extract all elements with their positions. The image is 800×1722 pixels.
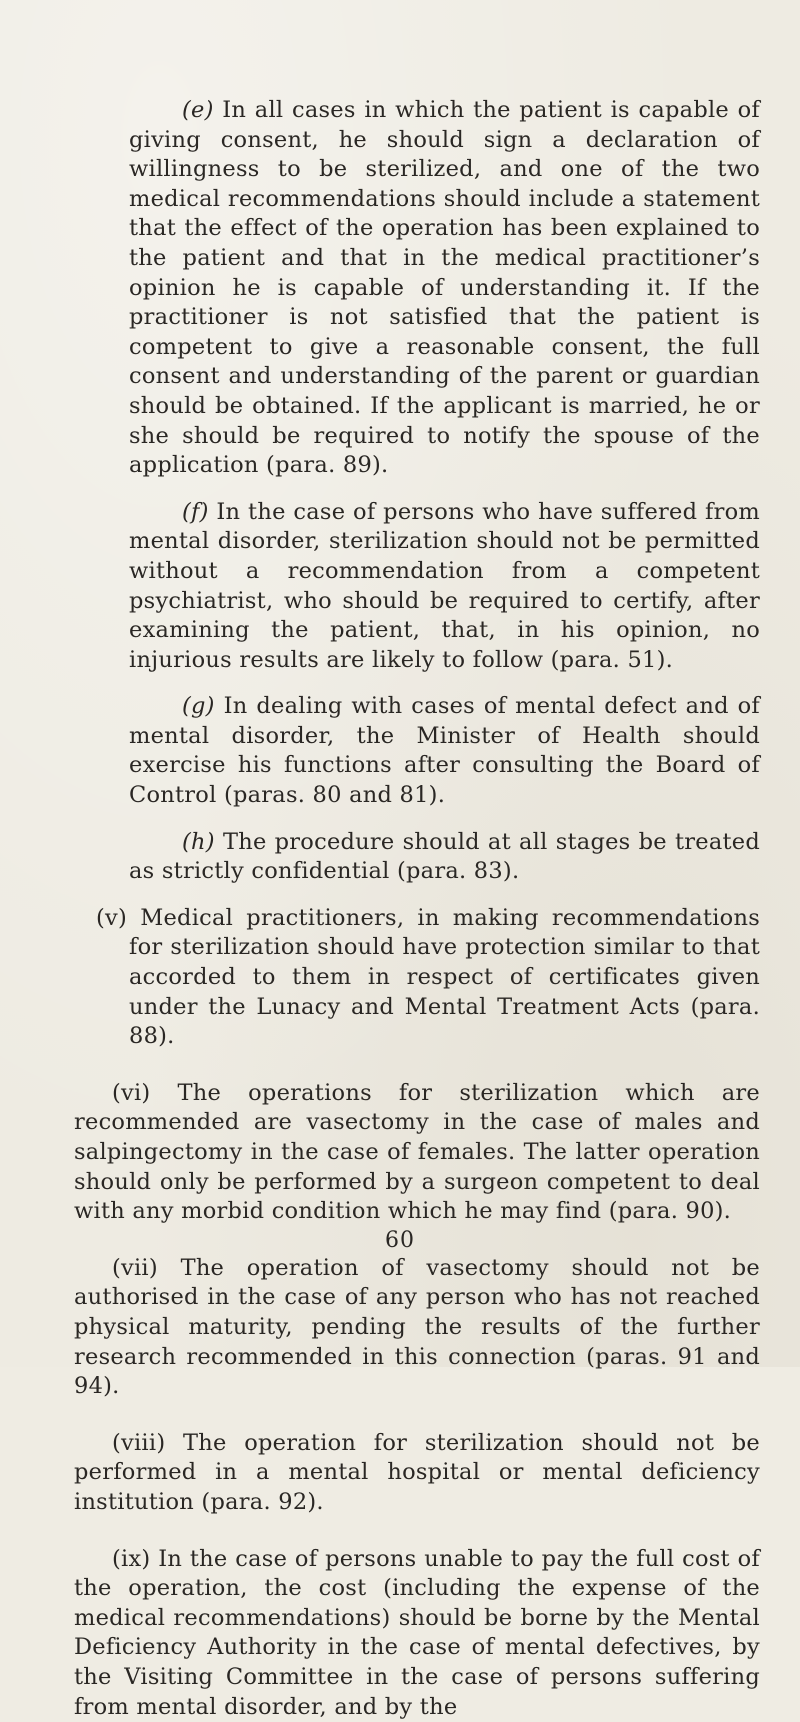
paragraph-vii-text: The operation of vasectomy should not be authorised in the case of any person who has not reached physical maturity, pending the results of the further research recommended in this connection (paras. 91 and 94). bbox=[74, 1254, 760, 1400]
paragraph-f-label: (f) bbox=[182, 498, 209, 525]
paragraph-h-text: The procedure should at all stages be treated as strictly confidential (para. 83). bbox=[129, 828, 760, 885]
paragraph-viii bbox=[74, 1429, 760, 1518]
paragraph-viii-text: The operation for sterilization should not be performed in a mental hospital or mental deficiency institution (para. 92). bbox=[74, 1429, 760, 1515]
recommendations-text bbox=[74, 96, 760, 1722]
paragraph-g bbox=[74, 692, 760, 810]
paragraph-e-label: (e) bbox=[182, 97, 214, 123]
paragraph-ix bbox=[74, 1545, 760, 1722]
paragraph-v-label: (v) bbox=[96, 904, 128, 931]
paragraph-v bbox=[74, 904, 760, 1052]
page-number: 60 bbox=[385, 1228, 415, 1253]
paragraph-f bbox=[74, 498, 760, 676]
paragraph-e-text: In all cases in which the patient is capable of giving consent, he should sign a declaration of willingness to be sterilized, and one of the two medical recommendations should include a statement that the effect of the operation has been explained to the patient and that in the medical practitioner’s opinion he is capable of understanding it. If the practitioner is not satisfied that the patient is competent to give a reasonable consent, the full consent and understanding of the parent or guardian should be obtained. If the applicant is married, he or she should be required to notify the spouse of the application (para. 89). bbox=[129, 97, 761, 479]
paragraph-vii-label: (vii) bbox=[112, 1254, 158, 1281]
paragraph-viii-label: (viii) bbox=[112, 1429, 166, 1456]
paragraph-vi-label: (vi) bbox=[112, 1079, 151, 1106]
paragraph-ix-label: (ix) bbox=[112, 1545, 151, 1572]
paragraph-e bbox=[74, 96, 760, 481]
paragraph-h bbox=[74, 828, 760, 887]
paragraph-ix-text: In the case of persons unable to pay the full cost of the operation, the cost (including the expense of the medical recommendations) should be borne by the Mental Deficiency Authority in the case of mental defectives, by the Visiting Committee in the case of persons suffering from mental disorder, and by the bbox=[74, 1545, 760, 1720]
paragraph-vii bbox=[74, 1254, 760, 1402]
paragraph-vi-text: The operations for sterilization which are recommended are vasectomy in the case of males and salpingectomy in the case of females. The latter operation should only be performed by a surgeon competent to deal with any morbid condition which he may find (para. 90). bbox=[74, 1079, 760, 1225]
paragraph-v-text: Medical practitioners, in making recommendations for sterilization should have protection similar to that accorded to them in respect of certificates given under the Lunacy and Mental Treatment Acts (para. 88). bbox=[129, 904, 760, 1050]
paragraph-f-text: In the case of persons who have suffered from mental disorder, sterilization should not be permitted without a recommendation from a competent psychiatrist, who should be required to certify, after examining the patient, that, in his opinion, no injurious results are likely to follow (para. 51). bbox=[129, 498, 760, 673]
paragraph-g-text: In dealing with cases of mental defect and of mental disorder, the Minister of Health should exercise his functions after consulting the Board of Control (paras. 80 and 81). bbox=[129, 693, 761, 809]
paragraph-h-label: (h) bbox=[182, 828, 215, 855]
paragraph-g-label: (g) bbox=[182, 693, 215, 720]
paragraph-vi bbox=[74, 1079, 760, 1227]
